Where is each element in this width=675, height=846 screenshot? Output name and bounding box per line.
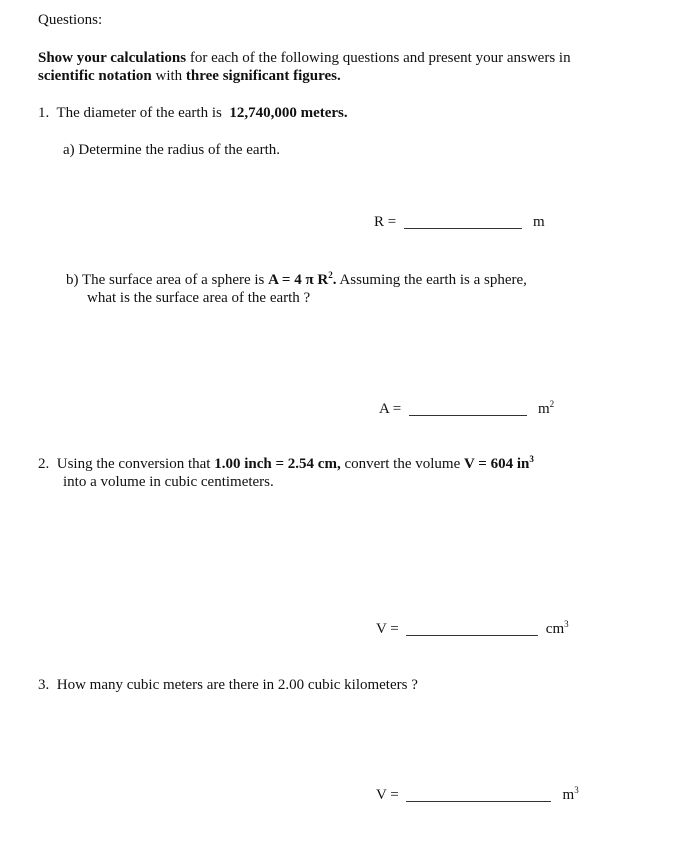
question-1b-line-2: what is the surface area of the earth ?: [87, 290, 311, 306]
answer-2-var: V =: [376, 621, 399, 637]
instructions-text-1: for each of the following questions and present your answers in: [186, 50, 571, 66]
answer-2: [376, 621, 569, 638]
question-1a: [63, 142, 280, 159]
question-2-volume: [464, 456, 534, 472]
answer-1b: [379, 401, 554, 418]
question-1: [38, 105, 348, 122]
answer-3-var: V =: [376, 787, 399, 803]
question-1a-text: Determine the radius of the earth.: [78, 142, 280, 158]
answer-2-unit: cm: [545, 621, 565, 637]
question-1b-label: b): [66, 272, 79, 288]
volume-text: V = 604 in: [464, 456, 530, 472]
answer-3-blank[interactable]: [406, 787, 551, 802]
answer-1a-unit: m: [532, 214, 545, 230]
question-2-text-2: convert the volume: [340, 456, 464, 472]
answer-3-unit-exponent: 3: [574, 785, 579, 795]
question-1b-text: The surface area of a sphere is: [81, 272, 269, 288]
answer-1b-var: A =: [379, 401, 402, 417]
question-1b-formula: [268, 272, 336, 288]
question-2-line-2: into a volume in cubic centimeters.: [63, 474, 274, 490]
volume-exponent: 3: [529, 454, 534, 464]
answer-1a-var: R =: [374, 214, 397, 230]
question-1-value: 12,740,000 meters.: [229, 105, 348, 121]
answer-1b-unit-exponent: 2: [549, 399, 555, 409]
question-1-number: 1.: [38, 105, 50, 121]
question-2-line-1: [38, 456, 534, 473]
question-1b-line-1: [66, 272, 527, 289]
answer-2-unit-exponent: 3: [564, 619, 569, 629]
question-3-number: 3.: [38, 677, 50, 693]
question-2-text-1: Using the conversion that: [56, 456, 215, 472]
instructions-line-1: [38, 50, 571, 67]
instructions-bold-3: three significant figures.: [185, 68, 341, 84]
answer-1a-blank[interactable]: [404, 214, 522, 229]
answer-3: [376, 787, 579, 804]
answer-3-unit: m: [562, 787, 575, 803]
instructions-bold-2: scientific notation: [38, 68, 152, 84]
question-1-text: The diameter of the earth is: [56, 105, 222, 121]
formula-end: .: [332, 272, 337, 288]
question-2-conversion: 1.00 inch = 2.54 cm,: [214, 456, 341, 472]
instructions-line-2: [38, 68, 341, 85]
question-3: [38, 677, 418, 694]
question-1a-label: a): [63, 142, 75, 158]
formula-text: A = 4 π R: [268, 272, 329, 288]
answer-1a: [374, 214, 545, 231]
answer-2-blank[interactable]: [406, 621, 538, 636]
answer-1b-unit: m: [537, 401, 550, 417]
question-2-number: 2.: [38, 456, 50, 472]
answer-1b-blank[interactable]: [409, 401, 527, 416]
formula-exponent: 2: [328, 270, 333, 280]
question-1b-suffix: Assuming the earth is a sphere,: [336, 272, 527, 288]
instructions-bold-1: Show your calculations: [38, 50, 187, 66]
page-title: Questions:: [38, 12, 103, 28]
question-3-text: How many cubic meters are there in 2.00 cubic kilometers ?: [56, 677, 418, 693]
instructions-text-2: with: [151, 68, 186, 84]
